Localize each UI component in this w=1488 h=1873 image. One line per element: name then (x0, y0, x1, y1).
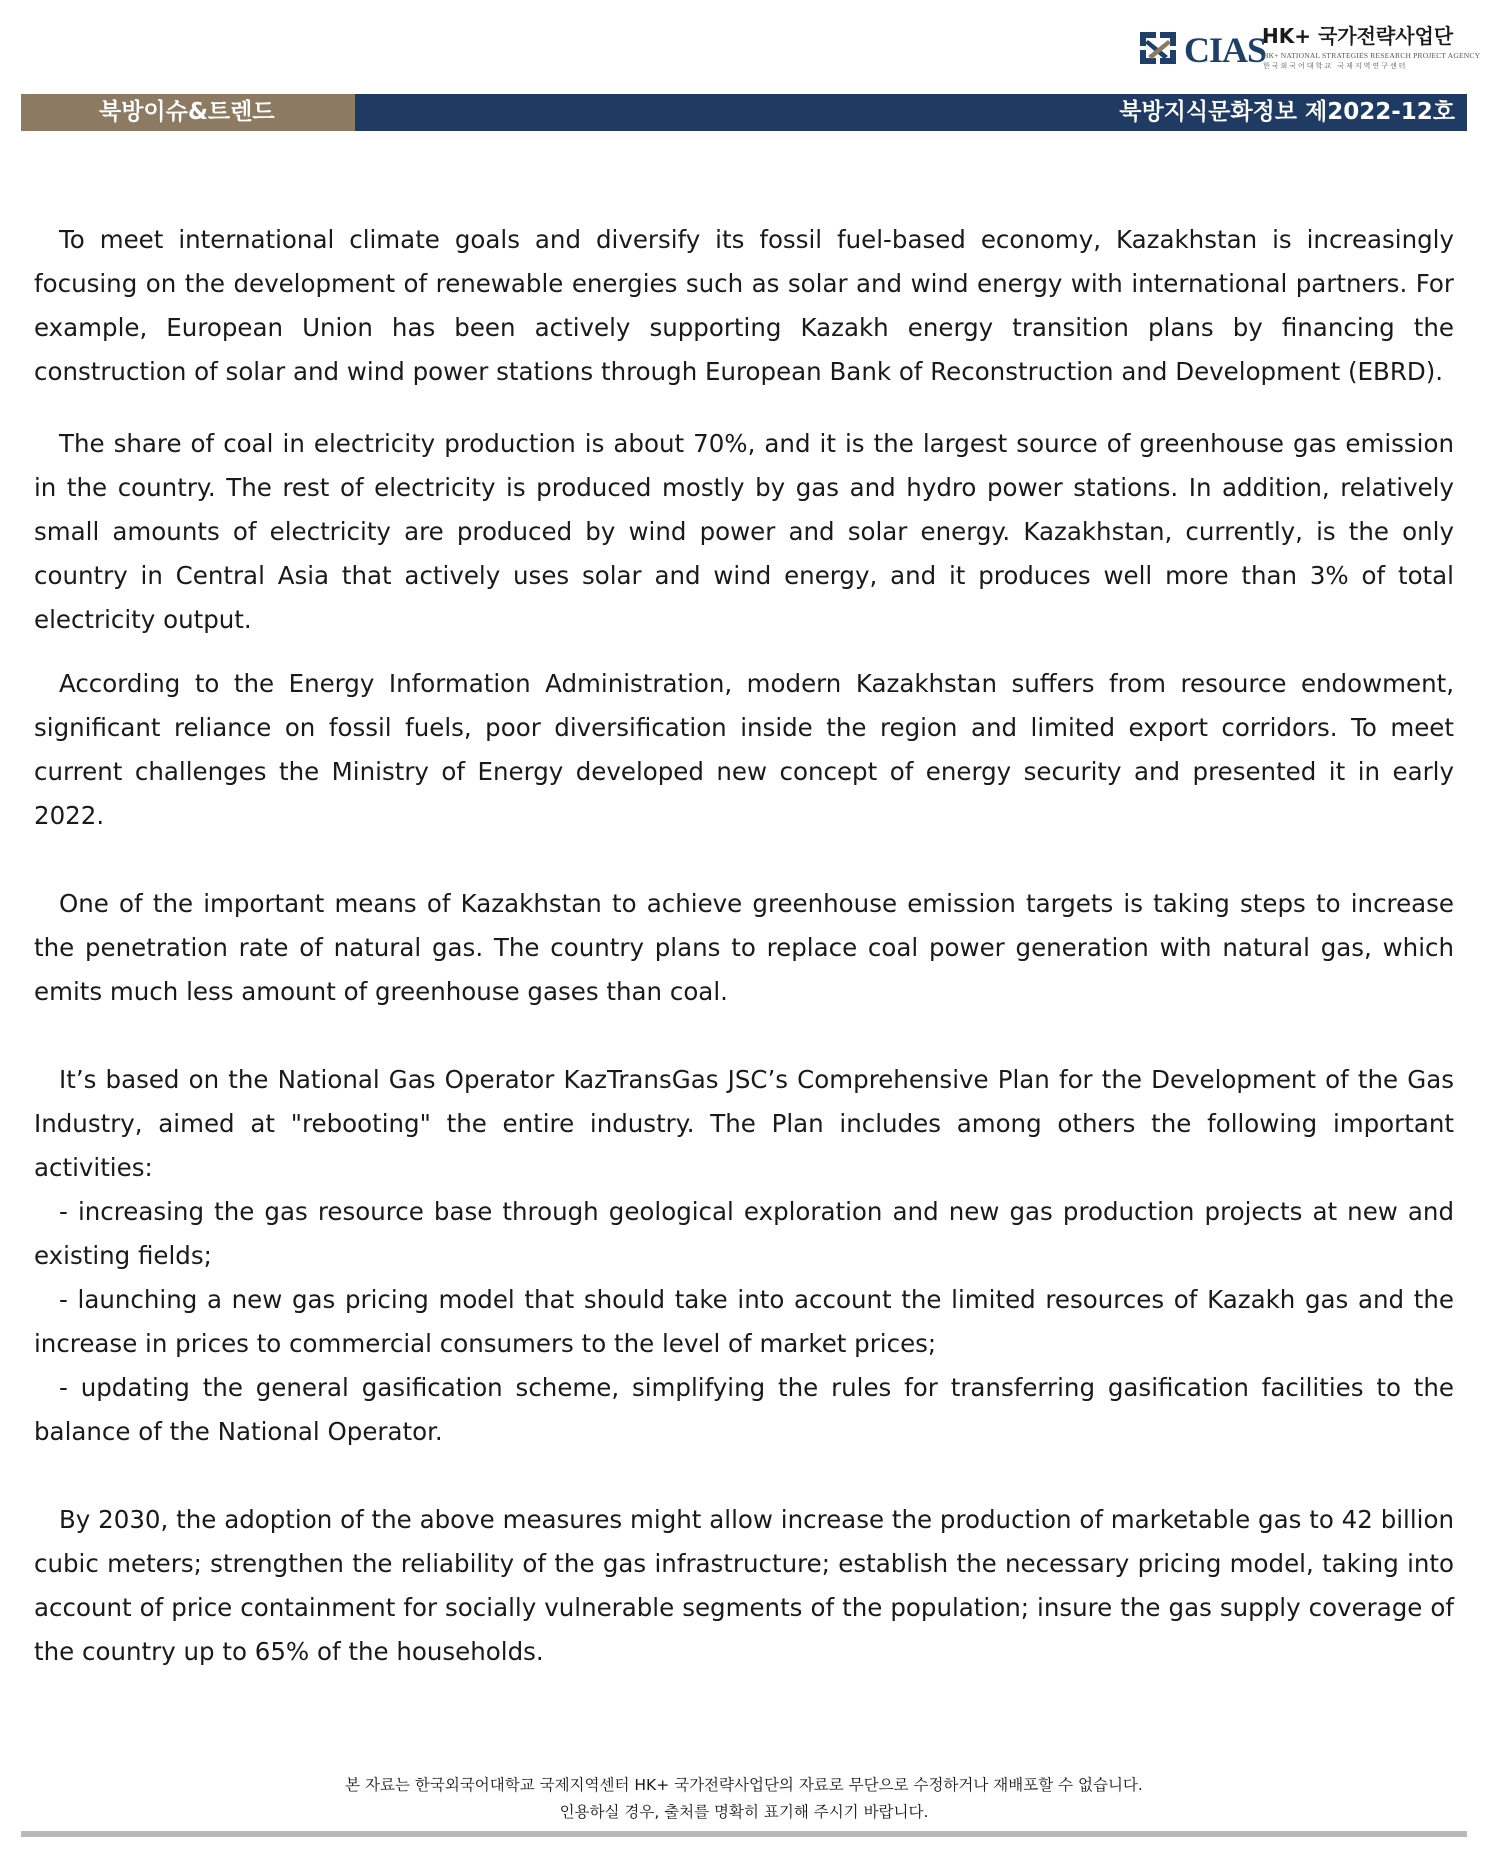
logo-subtitle-en: HK+ NATIONAL STRATEGIES RESEARCH PROJECT AGENCY (1263, 51, 1481, 60)
paragraph-2: The share of coal in electricity production is about 70%, and it is the largest source of greenhouse gas emission in the country. The rest of electricity is produced mostly by gas and hydro power stations. In addition, relatively small amounts of electricity are produced by wind power and solar energy. Kazakhstan, currently, is the only country in Central Asia that actively uses solar and wind energy, and it produces well more than 3% of total electricity output. (34, 429, 1454, 634)
footer-divider (21, 1831, 1467, 1837)
paragraph-6: By 2030, the adoption of the above measures might allow increase the production of marketable gas to 42 billion cubic meters; strengthen the reliability of the gas infrastructure; establish the necessary pricing model, taking into account of price containment for socially vulnerable segments of the population; insure the gas supply coverage of the country up to 65% of the households. (34, 1505, 1454, 1666)
cias-logo-icon (1136, 26, 1180, 70)
list-item: - launching a new gas pricing model that should take into account the limited resources of Kazakh gas and the increase in prices to commercial consumers to the level of market prices; (34, 1285, 1454, 1358)
logo-name: CIAS (1184, 30, 1267, 70)
paragraph-3: According to the Energy Information Administration, modern Kazakhstan suffers from resource endowment, significant reliance on fossil fuels, poor diversification inside the region and limited export corridors. To meet current challenges the Ministry of Energy developed new concept of energy security and presented it in early 2022. (34, 669, 1454, 830)
footer-notice (0, 1772, 1488, 1826)
logo-title: HK+ 국가전략사업단 (1262, 24, 1454, 48)
footer-line-1: 본 자료는 한국외국어대학교 국제지역센터 HK+ 국가전략사업단의 자료로 무단으로 수정하거나 재배포할 수 없습니다. (345, 1776, 1143, 1794)
logo-subtitle-ko: 한국외국어대학교 국제지역연구센터 (1263, 62, 1408, 70)
issue-label: 북방지식문화정보 제2022-12호 (355, 94, 1467, 131)
footer-line-2: 인용하실 경우, 출처를 명확히 표기해 주시기 바랍니다. (559, 1803, 929, 1821)
paragraph-4: One of the important means of Kazakhstan to achieve greenhouse emission targets is taking steps to increase the penetration rate of natural gas. The country plans to replace coal power generation with natural gas, which emits much less amount of greenhouse gases than coal. (34, 889, 1454, 1006)
paragraph-1: To meet international climate goals and diversify its fossil fuel-based economy, Kazakhstan is increasingly focusing on the development of renewable energies such as solar and wind energy with international partners. For example, European Union has been actively supporting Kazakh energy transition plans by financing the construction of solar and wind power stations through European Bank of Reconstruction and Development (EBRD). (34, 225, 1454, 386)
article-body (34, 218, 1454, 1674)
section-label: 북방이슈&트렌드 (21, 94, 355, 131)
paragraph-5: It’s based on the National Gas Operator KazTransGas JSC’s Comprehensive Plan for the Development of the Gas Industry, aimed at "rebooting" the entire industry. The Plan includes among others the following important activities: (34, 1065, 1454, 1182)
logo (1136, 22, 1481, 78)
header-bar (21, 94, 1467, 131)
list-item: - increasing the gas resource base through geological exploration and new gas production projects at new and existing fields; (34, 1197, 1454, 1270)
list-item: - updating the general gasification scheme, simplifying the rules for transferring gasification facilities to the balance of the National Operator. (34, 1373, 1454, 1446)
